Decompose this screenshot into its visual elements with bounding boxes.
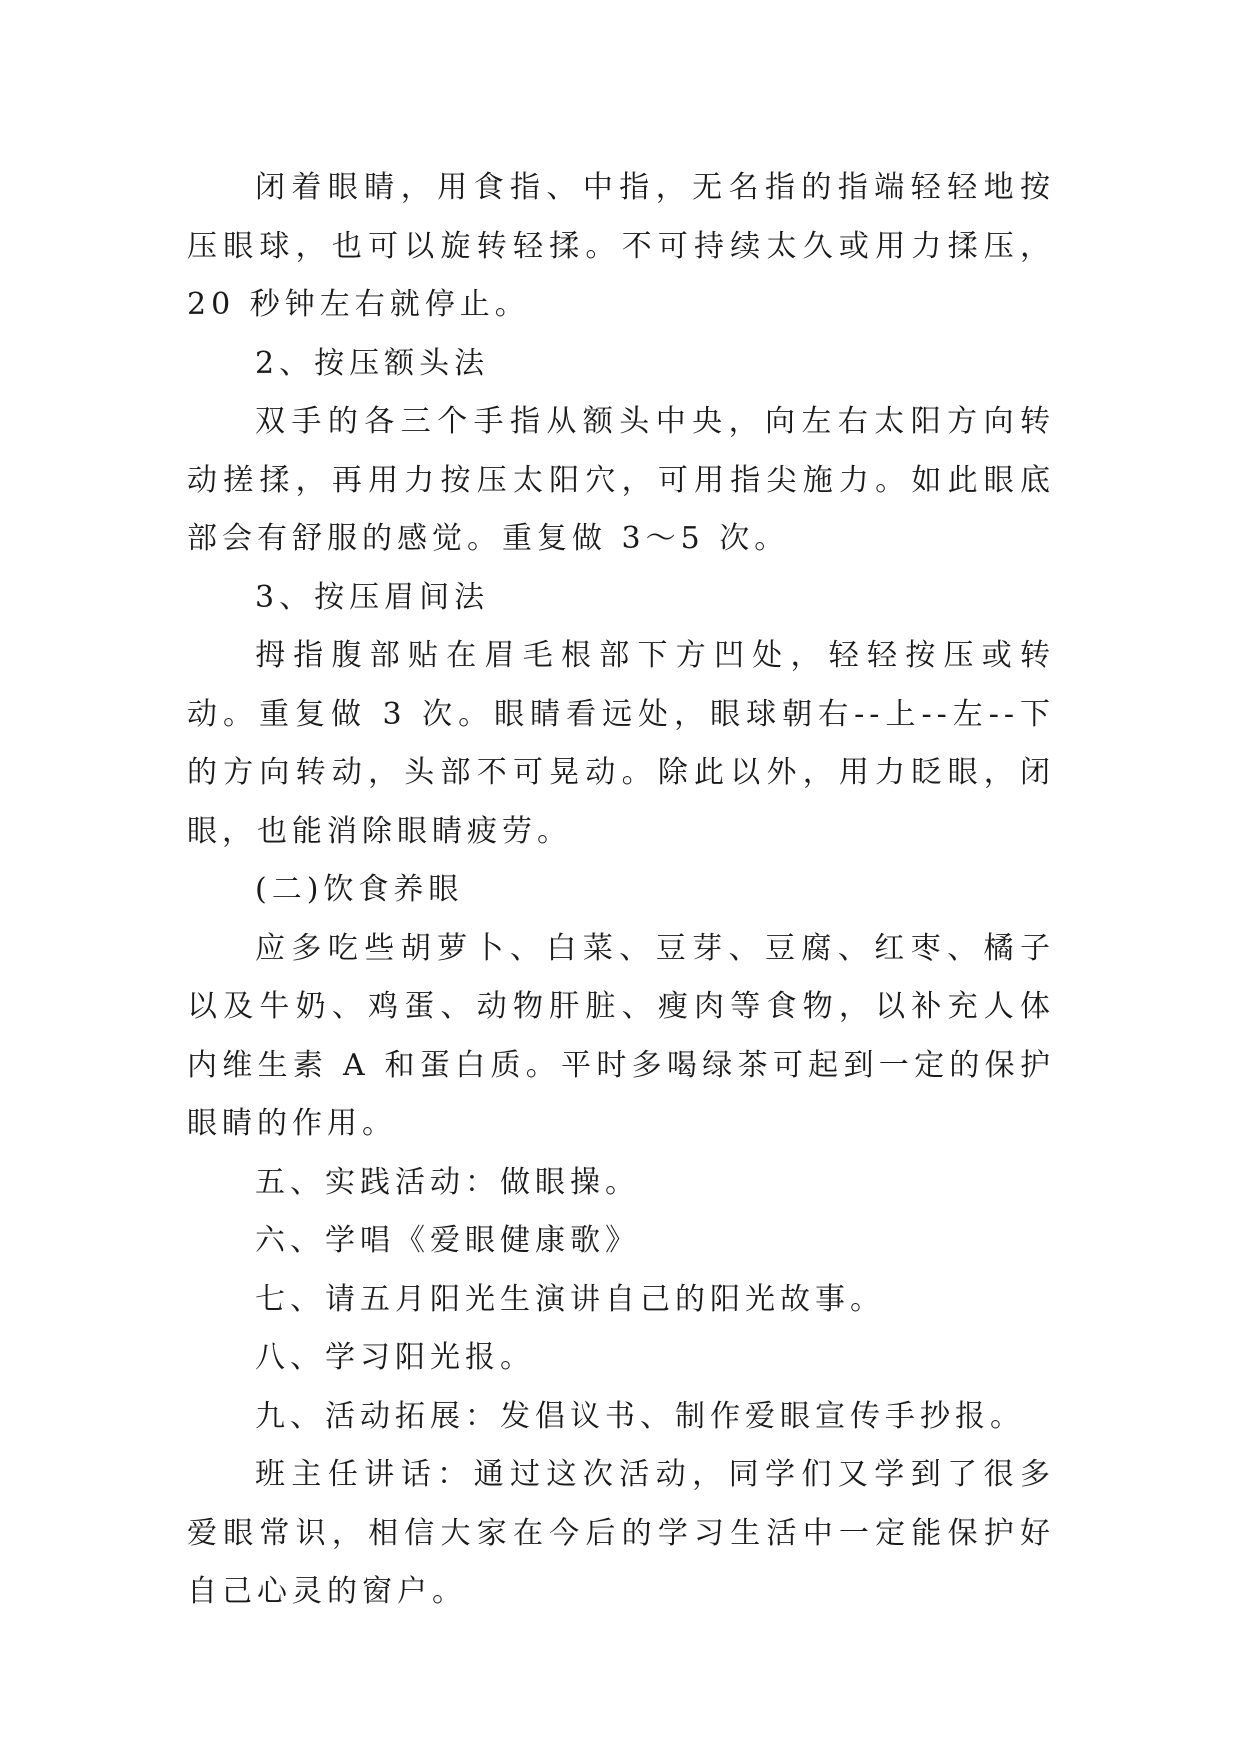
paragraph-massage-eyeballs: 闭着眼睛，用食指、中指，无名指的指端轻轻地按压眼球，也可以旋转轻揉。不可持续太久或用力揉压，20 秒钟左右就停止。 <box>187 170 1055 322</box>
document-body <box>187 159 1055 1622</box>
paragraph-press-brow: 拇指腹部贴在眉毛根部下方凹处，轻轻按压或转动。重复做 3 次。眼睛看远处，眼球朝右--上--左--下的方向转动，头部不可晃动。除此以外，用力眨眼，闭眼，也能消除眼睛疲劳。 <box>187 638 1055 849</box>
item-learn-song: 六、学唱《爱眼健康歌》 <box>255 1223 640 1258</box>
item-speech: 七、请五月阳光生演讲自己的阳光故事。 <box>255 1281 885 1317</box>
heading-diet: (二)饮食养眼 <box>255 872 464 907</box>
item-sunshine-paper: 八、学习阳光报。 <box>255 1340 535 1375</box>
paragraph-press-forehead: 双手的各三个手指从额头中央，向左右太阳方向转动搓揉，再用力按压太阳穴，可用指尖施力。如此眼底部会有舒服的感觉。重复做 3～5 次。 <box>187 404 1055 556</box>
item-extension: 九、活动拓展：发倡议书、制作爱眼宣传手抄报。 <box>255 1398 1025 1434</box>
heading-press-brow: 3、按压眉间法 <box>255 579 490 615</box>
item-practice-activity: 五、实践活动：做眼操。 <box>255 1164 640 1200</box>
paragraph-teacher-remarks: 班主任讲话：通过这次活动，同学们又学到了很多爱眼常识，相信大家在今后的学习生活中一定能保护好自己心灵的窗户。 <box>187 1457 1055 1609</box>
heading-press-forehead: 2、按压额头法 <box>255 345 490 381</box>
paragraph-diet: 应多吃些胡萝卜、白菜、豆芽、豆腐、红枣、橘子以及牛奶、鸡蛋、动物肝脏、瘦肉等食物，以补充人体内维生素 A 和蛋白质。平时多喝绿茶可起到一定的保护眼睛的作用。 <box>187 930 1055 1141</box>
